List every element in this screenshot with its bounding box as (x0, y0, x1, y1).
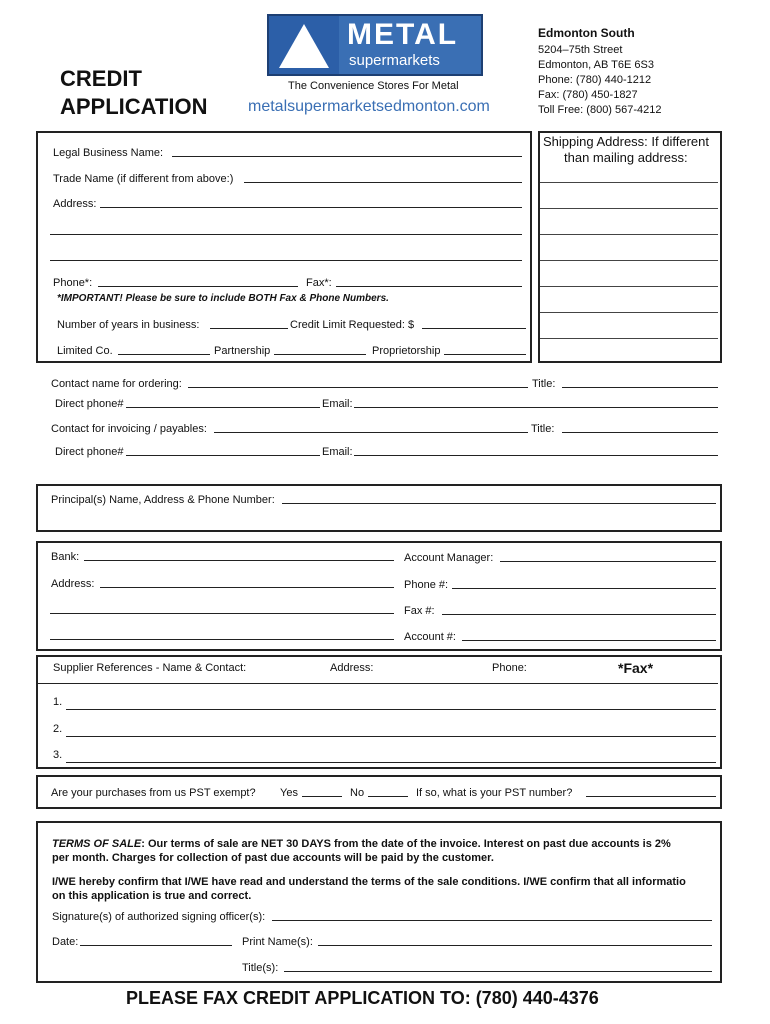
print-name-field[interactable] (318, 945, 712, 946)
pst-question: Are your purchases from us PST exempt? (51, 787, 256, 799)
branch-address1: 5204–75th Street (538, 44, 623, 56)
fax-instruction: PLEASE FAX CREDIT APPLICATION TO: (780) 440-4376 (126, 988, 599, 1008)
trade-name-label: Trade Name (if different from above:) (53, 173, 234, 185)
confirm-text-2: on this application is true and correct. (52, 890, 252, 902)
address-field-2[interactable] (50, 234, 522, 235)
ordering-phone-field[interactable] (126, 407, 320, 408)
date-field[interactable] (80, 945, 232, 946)
print-name-label: Print Name(s): (242, 936, 313, 948)
bank-address-field-3[interactable] (50, 639, 394, 640)
pst-yes-field[interactable] (302, 796, 342, 797)
bank-phone-label: Phone #: (404, 579, 449, 591)
supplier-3-field[interactable] (66, 762, 716, 763)
branch-fax: Fax: (780) 450-1827 (538, 89, 638, 101)
bank-label: Bank: (51, 551, 80, 563)
invoicing-phone-field[interactable] (126, 455, 320, 456)
proprietorship-field[interactable] (444, 354, 526, 355)
supplier-1-number: 1. (53, 696, 63, 708)
bank-account-field[interactable] (462, 640, 716, 641)
supplier-2-number: 2. (53, 723, 63, 735)
limited-co-field[interactable] (118, 354, 210, 355)
pst-number-field[interactable] (586, 796, 716, 797)
terms-text-2: per month. Charges for collection of past due accounts will be paid by the customer. (52, 852, 494, 864)
shipping-field-5[interactable] (540, 286, 718, 287)
titles-field[interactable] (284, 971, 712, 972)
account-manager-label: Account Manager: (404, 552, 494, 564)
invoicing-title-field[interactable] (562, 432, 718, 433)
supplier-header-divider (38, 683, 718, 684)
triangle-logo-icon (269, 16, 339, 74)
tagline: The Convenience Stores For Metal (288, 80, 459, 92)
bank-address-field-2[interactable] (50, 613, 394, 614)
ordering-email-label: Email: (322, 398, 353, 410)
pst-no-label: No (350, 787, 365, 799)
principals-label: Principal(s) Name, Address & Phone Number: (51, 494, 275, 506)
pst-yes-label: Yes (280, 787, 298, 799)
titles-label: Title(s): (242, 962, 279, 974)
supplier-3-number: 3. (53, 749, 63, 761)
fax-field[interactable] (336, 286, 522, 287)
supplier-address-header: Address: (330, 662, 374, 674)
legal-name-label: Legal Business Name: (53, 147, 164, 159)
bank-fax-label: Fax #: (404, 605, 435, 617)
shipping-field-2[interactable] (540, 208, 718, 209)
logo-metal: METAL (347, 18, 459, 51)
branch-address2: Edmonton, AB T6E 6S3 (538, 59, 654, 71)
ordering-phone-label: Direct phone# (55, 398, 124, 410)
invoicing-email-field[interactable] (354, 455, 718, 456)
shipping-label-1: Shipping Address: If different (543, 134, 709, 149)
logo-supermarkets: supermarkets (349, 52, 440, 69)
title-application: APPLICATION (60, 94, 208, 119)
branch-phone: Phone: (780) 440-1212 (538, 74, 652, 86)
fax-label: Fax*: (306, 277, 332, 289)
website-link[interactable]: metalsupermarketsedmonton.com (248, 98, 490, 115)
bank-address-label: Address: (51, 578, 95, 590)
invoicing-phone-label: Direct phone# (55, 446, 124, 458)
pst-no-field[interactable] (368, 796, 408, 797)
ordering-contact-label: Contact name for ordering: (51, 378, 182, 390)
shipping-field-1[interactable] (540, 182, 718, 183)
important-note: *IMPORTANT! Please be sure to include BOTH Fax & Phone Numbers. (57, 293, 389, 304)
terms-text-1 (52, 838, 671, 850)
invoicing-title-label: Title: (531, 423, 555, 435)
credit-limit-field[interactable] (422, 328, 526, 329)
shipping-field-6[interactable] (540, 312, 718, 313)
shipping-field-4[interactable] (540, 260, 718, 261)
bank-field[interactable] (84, 560, 394, 561)
ordering-email-field[interactable] (354, 407, 718, 408)
bank-account-label: Account #: (404, 631, 456, 643)
partnership-label: Partnership (214, 345, 271, 357)
title-credit: CREDIT (60, 66, 142, 91)
years-field[interactable] (210, 328, 288, 329)
company-logo (267, 14, 483, 76)
phone-label: Phone*: (53, 277, 93, 289)
pst-number-label: If so, what is your PST number? (416, 787, 573, 799)
address-field-1[interactable] (100, 207, 522, 208)
bank-address-field-1[interactable] (100, 587, 394, 588)
account-manager-field[interactable] (500, 561, 716, 562)
ordering-title-label: Title: (532, 378, 556, 390)
bank-box (36, 541, 722, 651)
signature-field[interactable] (272, 920, 712, 921)
confirm-text-1: I/WE hereby confirm that I/WE have read and understand the terms of the sale conditions. I/WE confirm that all informatio (52, 876, 686, 888)
address-label: Address: (53, 198, 97, 210)
trade-name-field[interactable] (244, 182, 522, 183)
limited-co-label: Limited Co. (57, 345, 113, 357)
credit-limit-label: Credit Limit Requested: $ (290, 319, 415, 331)
principals-box (36, 484, 722, 532)
shipping-address-box (538, 131, 722, 363)
shipping-field-3[interactable] (540, 234, 718, 235)
supplier-fax-header: *Fax* (618, 660, 654, 676)
invoicing-contact-label: Contact for invoicing / payables: (51, 423, 207, 435)
terms-heading: TERMS OF SALE (52, 838, 142, 850)
phone-field[interactable] (98, 286, 298, 287)
branch-tollfree: Toll Free: (800) 567-4212 (538, 104, 662, 116)
legal-name-field[interactable] (172, 156, 522, 157)
invoicing-email-label: Email: (322, 446, 353, 458)
shipping-label-2: than mailing address: (564, 150, 688, 165)
branch-name: Edmonton South (538, 26, 635, 40)
invoicing-contact-field[interactable] (214, 432, 528, 433)
signature-label: Signature(s) of authorized signing officer(s): (52, 911, 266, 923)
principals-field-1[interactable] (282, 503, 716, 504)
years-label: Number of years in business: (57, 319, 200, 331)
bank-fax-field[interactable] (442, 614, 716, 615)
partnership-field[interactable] (274, 354, 366, 355)
ordering-contact-field[interactable] (188, 387, 528, 388)
supplier-1-field[interactable] (66, 709, 716, 710)
shipping-field-7[interactable] (540, 338, 718, 339)
bank-phone-field[interactable] (452, 588, 716, 589)
supplier-name-header: Supplier References - Name & Contact: (53, 662, 247, 674)
ordering-title-field[interactable] (562, 387, 718, 388)
proprietorship-label: Proprietorship (372, 345, 441, 357)
supplier-2-field[interactable] (66, 736, 716, 737)
address-field-3[interactable] (50, 260, 522, 261)
terms-body: : Our terms of sale are NET 30 DAYS from the date of the invoice. Interest on past due accounts is 2% (141, 838, 671, 850)
date-label: Date: (52, 936, 79, 948)
supplier-phone-header: Phone: (492, 662, 527, 674)
